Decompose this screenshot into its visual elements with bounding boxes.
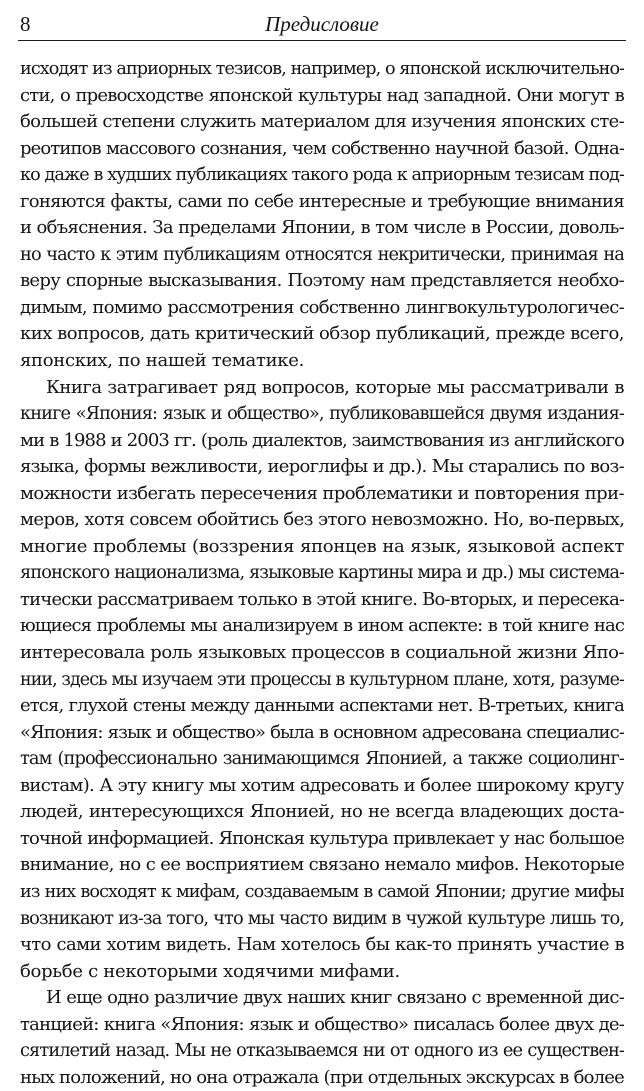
- text-line: Книга затрагивает ряд вопросов, которые мы рассматривали в: [46, 376, 624, 398]
- text-line: но часто к этим публикациям относятся некритически, принимая на: [20, 243, 624, 265]
- text-line: И еще одно различие двух наших книг связано с временной дис-: [46, 987, 624, 1009]
- text-line: внимание, но с ее восприятием связано немало мифов. Некоторые: [20, 854, 624, 876]
- text-line: многие проблемы (воззрения японцев на язык, языковой аспект: [20, 535, 624, 557]
- text-line: «Япония: язык и общество» была в основном адресована специалис-: [20, 721, 624, 743]
- running-header: [18, 6, 626, 41]
- text-line: сти, о превосходстве японской культуры над западной. Они могут в: [20, 84, 624, 106]
- text-line: веру спорные высказывания. Поэтому нам представляется необхо-: [20, 270, 624, 292]
- page-number: 8: [20, 12, 31, 36]
- text-line: там (профессионально занимающимся Японией, а также социолинг-: [20, 748, 624, 770]
- text-line: большей степени служить материалом для изучения японских сте-: [20, 111, 624, 133]
- text-line: языка, формы вежливости, иероглифы и др.). Мы старались по воз-: [20, 456, 624, 478]
- text-line: ющиеся проблемы мы анализируем в ином аспекте: в той книге нас: [20, 615, 624, 637]
- text-line: что сами хотим видеть. Нам хотелось бы как-то принять участие в: [20, 934, 624, 956]
- text-line: нии, здесь мы изучаем эти процессы в культурном плане, хотя, разуме-: [20, 669, 624, 690]
- paragraph: [20, 985, 624, 1091]
- text-line: борьбе с некоторыми ходячими мифами.: [20, 960, 400, 982]
- text-line: японского национализма, языковые картины мира и др.) мы система-: [20, 562, 624, 584]
- text-line: димым, помимо рассмотрения собственно лингвокультурологичес-: [20, 296, 624, 318]
- text-line: тически рассматриваем только в этой книге. Во-вторых, и пересека-: [20, 588, 624, 610]
- text-line: из них восходят к мифам, создаваемым в самой Японии; другие мифы: [20, 881, 624, 902]
- text-line: японских, по нашей тематике.: [20, 350, 305, 372]
- text-line: танцией: книга «Япония: язык и общество» писалась более двух де-: [20, 1013, 624, 1035]
- text-line: ми в 1988 и 2003 гг. (роль диалектов, заимствования из английского: [20, 429, 624, 451]
- text-line: возникают из-за того, что мы часто видим в чужой культуре лишь то,: [20, 907, 624, 929]
- text-line: интересовала роль языковых процессов в социальной жизни Япо-: [20, 642, 624, 664]
- paragraph: [20, 56, 624, 375]
- text-line: исходят из априорных тезисов, например, о японской исключительно-: [20, 59, 624, 79]
- text-line: книге «Япония: язык и общество», публиковавшейся двумя издания-: [20, 403, 624, 425]
- text-line: ется, глухой стены между данными аспектами нет. В-третьих, книга: [20, 695, 624, 717]
- text-line: точной информацией. Японская культура привлекает у нас большое: [20, 827, 624, 849]
- running-title: Предисловие: [265, 12, 379, 36]
- text-line: реотипов массового сознания, чем собственно научной базой. Одна-: [20, 137, 624, 159]
- text-line: ных положений, но она отражала (при отдельных экскурсах в более: [20, 1066, 624, 1088]
- text-line: ко даже в худших публикациях такого рода к априорным тезисам под-: [20, 165, 624, 186]
- text-line: меров, хотя совсем обойтись без этого невозможно. Но, во-первых,: [20, 509, 624, 531]
- text-line: людей, интересующихся Японией, но не всегда владеющих доста-: [20, 801, 624, 823]
- text-line: гоняются факты, сами по себе интересные и требующие внимания: [20, 190, 624, 212]
- text-line: и объяснения. За пределами Японии, в том числе в России, доволь-: [20, 217, 624, 239]
- text-line: ких вопросов, дать критический обзор публикаций, прежде всего,: [20, 323, 624, 345]
- paragraph: [20, 375, 624, 986]
- body-text: [20, 56, 624, 1091]
- text-line: сятилетий назад. Мы не отказываемся ни от одного из ее существен-: [20, 1040, 624, 1062]
- text-line: можности избегать пересечения проблематики и повторения при-: [20, 482, 624, 504]
- text-line: вистам). А эту книгу мы хотим адресовать и более широкому кругу: [20, 774, 624, 796]
